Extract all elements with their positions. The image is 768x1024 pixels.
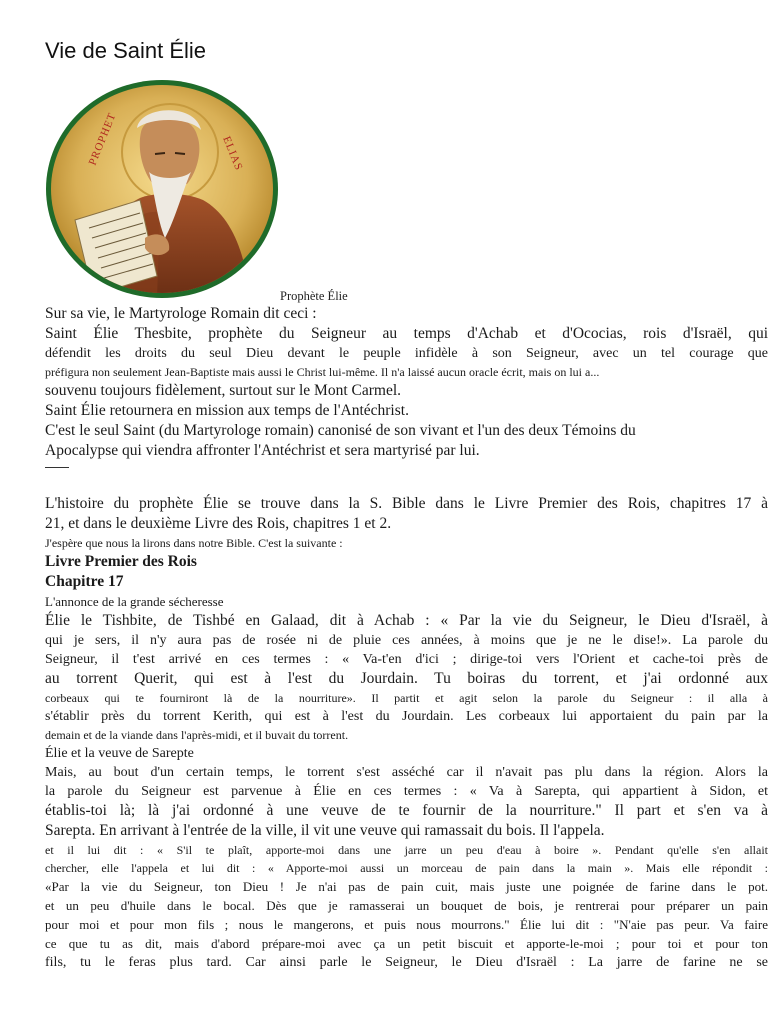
text-line: préfigura non seulement Jean-Baptiste mais aussi le Christ lui-même. Il n'a laissé aucun oracle écrit, mais on lui a... bbox=[45, 365, 600, 379]
text-line: et il lui dit : « S'il te plaît, apporte-moi dans une jarre un peu d'eau à boire ». Pendant qu'elle s'en allait bbox=[45, 843, 768, 857]
text-line: établis-toi là; là j'ai ordonné à une veuve de te fournir de la nourriture." Il part et s'en va à bbox=[45, 802, 768, 819]
text-line: «Par la vie du Seigneur, ton Dieu ! Je n'ai pas de pain cuit, mais juste une poignée de farine dans le pot. bbox=[45, 879, 768, 894]
chapter-heading: Chapitre 17 bbox=[45, 573, 124, 590]
text-line: L'histoire du prophète Élie se trouve dans la S. Bible dans le Livre Premier des Rois, chapitres 17 à bbox=[45, 495, 768, 512]
inscription-elias: ELIAS bbox=[220, 134, 245, 173]
inscription-prophet: PROPHET bbox=[86, 110, 119, 168]
text-line: et un peu d'huile dans le bocal. Dès que je ramasserai un bouquet de bois, je rentrerai pour préparer un pain bbox=[45, 898, 768, 913]
text-line: la parole du Seigneur est parvenue à Élie en ces termes : « Va à Sarepta, qui appartient à Sidon, et bbox=[45, 784, 768, 799]
text-line: qui je sers, il n'y aura pas de rosée ni de pluie ces années, à moins que je ne le dise!». La parole du bbox=[45, 633, 768, 648]
text-line: Apocalypse qui viendra affronter l'Antéchrist et sera martyrisé par lui. bbox=[45, 442, 480, 459]
text-line: au torrent Querit, qui est à l'est du Jourdain. Tu boiras du torrent, et j'ai ordonné aux bbox=[45, 670, 768, 687]
icon-svg bbox=[45, 80, 279, 298]
prophet-elijah-icon-image bbox=[45, 80, 279, 298]
text-line: Sur sa vie, le Martyrologe Romain dit ceci : bbox=[45, 305, 317, 322]
text-line: fils, tu le feras plus tard. Car ainsi parle le Seigneur, le Dieu d'Israël : La jarre de farine ne se bbox=[45, 955, 768, 970]
page-title: Vie de Saint Élie bbox=[45, 38, 207, 63]
text-line: corbeaux qui te fourniront là de la nourriture». Il partit et agit selon la parole du Seigneur : il alla à bbox=[45, 691, 768, 705]
section-heading: Livre Premier des Rois bbox=[45, 553, 197, 570]
text-line: Sarepta. En arrivant à l'entrée de la ville, il vit une veuve qui ramassait du bois. Il l'appela. bbox=[45, 822, 605, 839]
text-line: J'espère que nous la lirons dans notre Bible. C'est la suivante : bbox=[45, 536, 343, 550]
subsection-heading: L'annonce de la grande sécheresse bbox=[45, 594, 224, 609]
text-line: Élie le Tishbite, de Tishbé en Galaad, dit à Achab : « Par la vie du Seigneur, le Dieu d'Israël, à bbox=[45, 612, 768, 629]
text-line: Saint Élie retournera en mission aux temps de l'Antéchrist. bbox=[45, 402, 409, 419]
text-line: ce que tu as dit, mais d'abord prépare-moi avec ça un petit biscuit et apporte-le-moi ; pour toi et pour ton bbox=[45, 936, 768, 951]
text-line: demain et de la viande dans l'après-midi, et il buvait du torrent. bbox=[45, 728, 349, 742]
text-line: C'est le seul Saint (du Martyrologe romain) canonisé de son vivant et l'un des deux Témoins du bbox=[45, 422, 636, 439]
text-line: défendit les droits du seul Dieu devant le peuple infidèle à son Seigneur, avec un tel courage que bbox=[45, 346, 768, 361]
face bbox=[140, 117, 200, 184]
text-line: s'établir près du torrent Kerith, qui est à l'est du Jourdain. Les corbeaux lui apportaient du pain par la bbox=[45, 709, 768, 724]
text-line: pour moi et pour mon fils ; nous le mangerons, et puis nous mourrons." Élie lui dit : "N'aie pas peur. Va faire bbox=[45, 917, 768, 932]
subsection-heading: Élie et la veuve de Sarepte bbox=[45, 746, 194, 761]
text-line: souvenu toujours fidèlement, surtout sur le Mont Carmel. bbox=[45, 382, 402, 399]
text-line: Seigneur, il t'est arrivé en ces termes : « Va-t'en d'ici ; dirige-toi vers l'Orient et cache-toi près de bbox=[45, 652, 768, 667]
text-line: Saint Élie Thesbite, prophète du Seigneur au temps d'Achab et d'Ococias, rois d'Israël, qui bbox=[45, 325, 768, 342]
image-caption: Prophète Élie bbox=[280, 289, 348, 303]
text-line: Mais, au bout d'un certain temps, le torrent s'est asséché car il n'avait pas plu dans la région. Alors la bbox=[45, 765, 768, 780]
text-line: 21, et dans le deuxième Livre des Rois, chapitres 1 et 2. bbox=[45, 515, 392, 532]
article-body bbox=[45, 304, 768, 972]
text-line: chercher, elle l'appela et lui dit : « Apporte-moi aussi un morceau de pain dans la main ». Mais elle répondit : bbox=[45, 861, 768, 875]
spacer bbox=[45, 468, 768, 494]
